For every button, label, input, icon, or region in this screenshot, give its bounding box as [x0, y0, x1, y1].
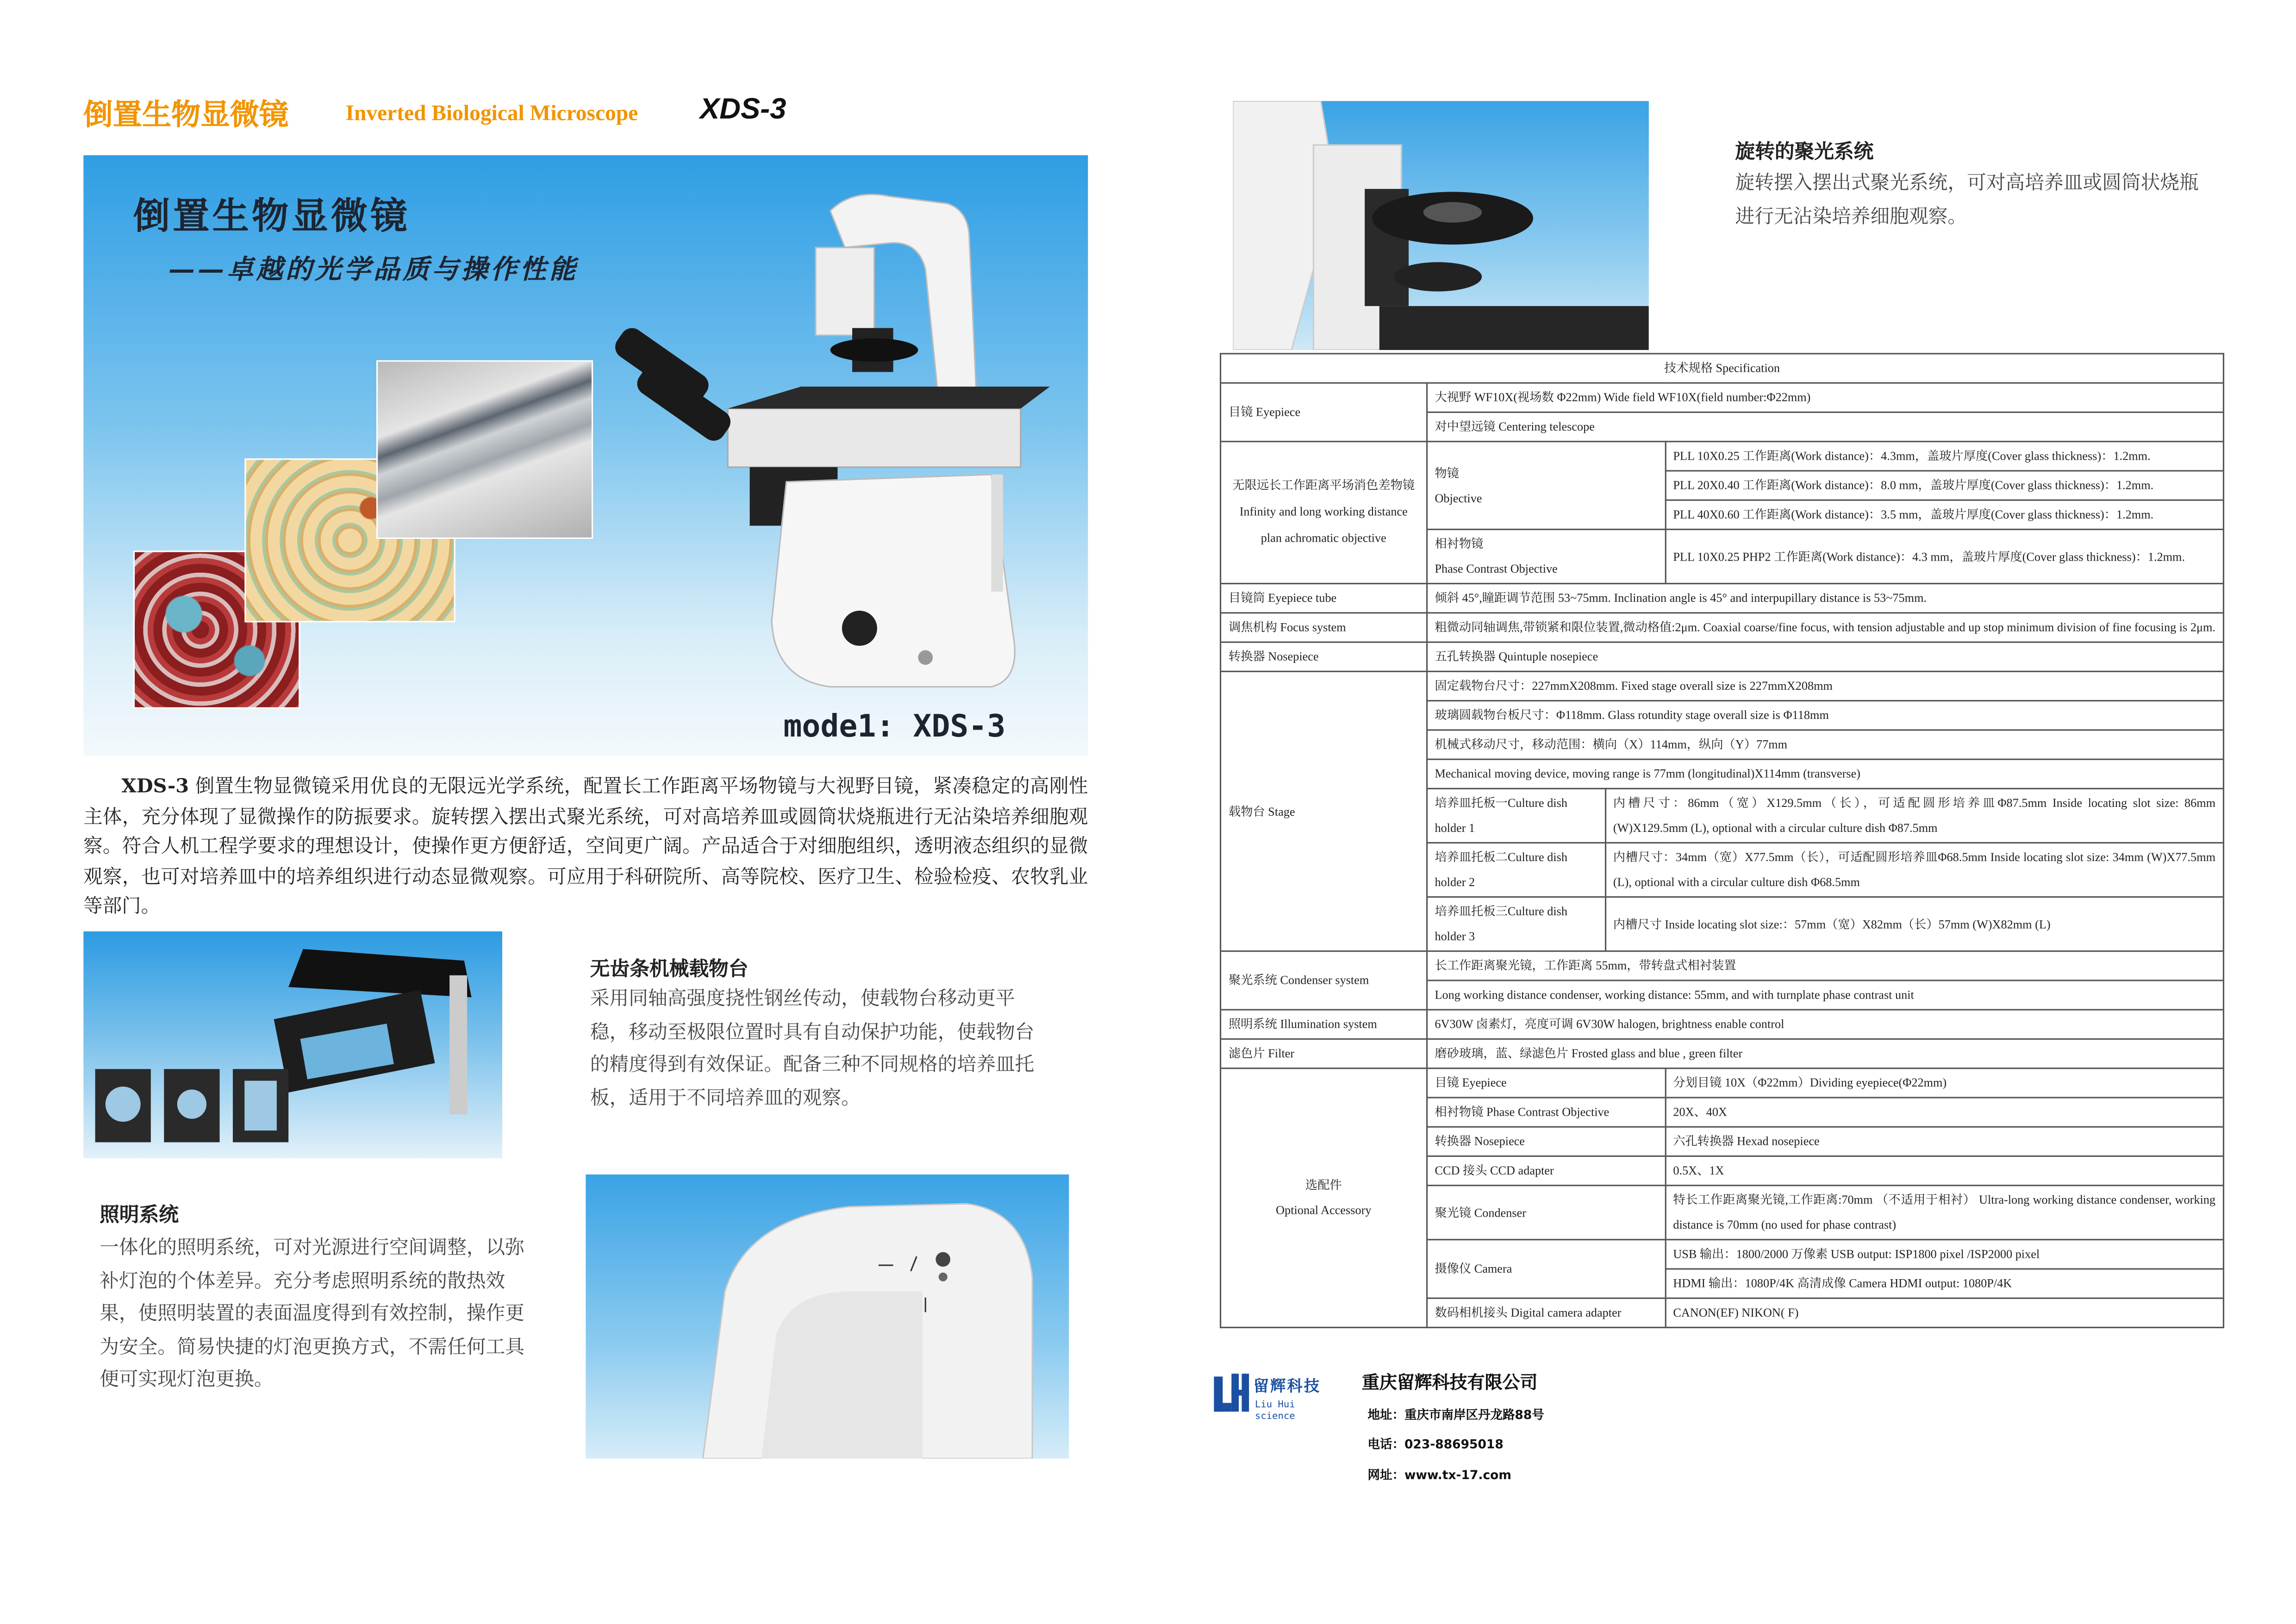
spec-tube-value: 倾斜 45°,瞳距调节范围 53~75mm. Inclination angle is 45° and interpupillary distance is 53~75mm. [1427, 584, 2223, 613]
spec-phase-label: 相衬物镜 Phase Contrast Objective [1427, 530, 1665, 584]
spec-opt-eyepiece-value: 分划目镜 10X（Φ22mm）Dividing eyepiece(Φ22mm) [1665, 1068, 2224, 1098]
spec-holder1-value: 内槽尺寸：86mm（宽）X129.5mm（长），可适配圆形培养皿Φ87.5mm Inside locating slot size: 86mm (W)X129.5mm (L), optional with a circular culture dish Φ87.5mm [1605, 788, 2223, 843]
page-title-cn: 倒置生物显微镜 [83, 96, 289, 132]
spec-opt-camera-1: USB 输出：1800/2000 万像素 USB output: ISP1800 pixel /ISP2000 pixel [1665, 1240, 2224, 1269]
spec-opt-eyepiece-label: 目镜 Eyepiece [1427, 1068, 1665, 1098]
spec-filter-value: 磨砂玻璃，蓝、绿滤色片 Frosted glass and blue , green filter [1427, 1039, 2223, 1068]
footer-address: 地址：重庆市南岸区丹龙路88号 [1367, 1407, 1544, 1422]
intro-model: XDS-3 [121, 776, 189, 798]
spec-filter-label: 滤色片 Filter [1221, 1039, 1427, 1068]
footer-phone: 电话：023-88695018 [1367, 1437, 1504, 1451]
condenser-heading: 旋转的聚光系统 [1735, 140, 1874, 164]
spec-opt-phase-value: 20X、40X [1665, 1098, 2224, 1127]
spec-opt-nose-value: 六孔转换器 Hexad nosepiece [1665, 1127, 2224, 1156]
page-title-en: Inverted Biological Microscope [345, 102, 638, 126]
spec-stage-4: Mechanical moving device, moving range is 77mm (longitudinal)X114mm (transverse) [1427, 759, 2223, 788]
hero-subtitle: ——卓越的光学品质与操作性能 [168, 255, 579, 286]
spec-opt-digital-value: CANON(EF) NIKON( F) [1665, 1298, 2224, 1327]
spec-opt-cond-label: 聚光镜 Condenser [1427, 1186, 1665, 1240]
lighting-heading: 照明系统 [100, 1204, 179, 1227]
spec-holder3-label: 培养皿托板三Culture dish holder 3 [1427, 897, 1605, 951]
spec-nosepiece-value: 五孔转换器 Quintuple nosepiece [1427, 642, 2223, 671]
page-model: XDS-3 [700, 94, 786, 126]
stage-photo [83, 931, 502, 1158]
stage-heading: 无齿条机械载物台 [590, 957, 749, 981]
logo-cn: 留辉科技 [1253, 1378, 1321, 1396]
spec-eyepiece-2: 对中望远镜 Centering telescope [1427, 412, 2223, 441]
logo-mark-icon [1214, 1374, 1249, 1412]
spec-illum-label: 照明系统 Illumination system [1221, 1010, 1427, 1039]
spec-condenser-1: 长工作距离聚光镜，工作距离 55mm，带转盘式相衬装置 [1427, 951, 2223, 981]
spec-tube-label: 目镜筒 Eyepiece tube [1221, 584, 1427, 613]
spec-eyepiece-1: 大视野 WF10X(视场数 Φ22mm) Wide field WF10X(field number:Φ22mm) [1427, 383, 2223, 412]
company-logo [1214, 1374, 1334, 1422]
stage-body: 采用同轴高强度挠性钢丝传动，使载物台移动更平稳，移动至极限位置时具有自动保护功能，使载物台的精度得到有效保证。配备三种不同规格的培养皿托板，适用于不同培养皿的观察。 [590, 988, 1035, 1110]
footer-website: 网址：www.tx-17.com [1367, 1467, 1512, 1482]
intro-paragraph [83, 773, 1088, 924]
spec-opt-cond-value: 特长工作距离聚光镜,工作距离:70mm （不适用于相衬） Ultra-long working distance condenser, working distance is 70mm (no used for phase contrast) [1665, 1186, 2224, 1240]
spec-illum-value: 6V30W 卤素灯，亮度可调 6V30W halogen, brightness enable control [1427, 1010, 2223, 1039]
hero-banner [83, 155, 1088, 756]
condenser-body: 旋转摆入摆出式聚光系统，可对高培养皿或圆筒状烧瓶进行无沾染培养细胞观察。 [1735, 173, 2199, 228]
spec-condenser-label: 聚光系统 Condenser system [1221, 951, 1427, 1010]
spec-holder2-value: 内槽尺寸：34mm（宽）X77.5mm（长），可适配圆形培养皿Φ68.5mm Inside locating slot size: 34mm (W)X77.5mm (L), optional with a circular culture dish Φ68.5mm [1605, 843, 2223, 897]
micrograph-fiber [376, 360, 593, 539]
spec-table [1220, 353, 2224, 1328]
spec-stage-3: 机械式移动尺寸，移动范围：横向（X）114mm，纵向（Y）77mm [1427, 730, 2223, 759]
spec-obj-1: PLL 10X0.25 工作距离(Work distance)：4.3mm，盖玻片厚度(Cover glass thickness)：1.2mm. [1665, 442, 2224, 471]
spec-phase-value: PLL 10X0.25 PHP2 工作距离(Work distance)：4.3 mm，盖玻片厚度(Cover glass thickness)：1.2mm. [1665, 530, 2224, 584]
spec-objective-group: 无限远长工作距离平场消色差物镜 Infinity and long working distance plan achromatic objective [1221, 442, 1427, 584]
spec-opt-camera-label: 摄像仪 Camera [1427, 1240, 1665, 1299]
spec-opt-ccd-value: 0.5X、1X [1665, 1156, 2224, 1185]
spec-focus-label: 调焦机构 Focus system [1221, 613, 1427, 642]
spec-holder1-label: 培养皿托板一Culture dish holder 1 [1427, 788, 1605, 843]
spec-focus-value: 粗微动同轴调焦,带锁紧和限位装置,微动格值:2μm. Coaxial coarse/fine focus, with tension adjustable and up stop minimum division of fine focusing is 2μm. [1427, 613, 2223, 642]
spec-optional-label: 选配件 Optional Accessory [1221, 1068, 1427, 1328]
microscope-illustration [611, 181, 1050, 709]
intro-text: 倒置生物显微镜采用优良的无限远光学系统，配置长工作距离平场物镜与大视野目镜，紧凑稳定的高刚性主体，充分体现了显微操作的防振要求。旋转摆入摆出式聚光系统，可对高培养皿或圆筒状烧瓶进行无沾染培养细胞观察。符合人机工程学要求的理想设计，使操作更方便舒适，空间更广阔。产品适合于对细胞组织，透明液态组织的显微观察，也可对培养皿中的培养组织进行动态显微观察。可应用于科研院所、高等院校、医疗卫生、检验检疫、农牧乳业等部门。 [83, 776, 1088, 919]
spec-nosepiece-label: 转换器 Nosepiece [1221, 642, 1427, 671]
footer-company: 重庆留辉科技有限公司 [1361, 1372, 1538, 1393]
spec-objective-label: 物镜 Objective [1427, 442, 1665, 530]
spec-condenser-2: Long working distance condenser, working distance: 55mm, and with turnplate phase contrast unit [1427, 981, 2223, 1010]
spec-opt-digital-label: 数码相机接头 Digital camera adapter [1427, 1298, 1665, 1327]
hero-title: 倒置生物显微镜 [133, 194, 410, 237]
spec-opt-phase-label: 相衬物镜 Phase Contrast Objective [1427, 1098, 1665, 1127]
hero-model-label: mode1: XDS-3 [783, 709, 1006, 744]
spec-holder3-value: 内槽尺寸 Inside locating slot size:：57mm（宽）X82mm（长）57mm (W)X82mm (L) [1605, 897, 2223, 951]
lighting-photo [586, 1174, 1069, 1459]
condenser-photo [1233, 101, 1648, 350]
spec-opt-nose-label: 转换器 Nosepiece [1427, 1127, 1665, 1156]
spec-opt-ccd-label: CCD 接头 CCD adapter [1427, 1156, 1665, 1185]
spec-opt-camera-2: HDMI 输出：1080P/4K 高清成像 Camera HDMI output: 1080P/4K [1665, 1269, 2224, 1298]
lighting-body: 一体化的照明系统，可对光源进行空间调整，以弥补灯泡的个体差异。充分考虑照明系统的散热效果，使照明装置的表面温度得到有效控制，操作更为安全。简易快捷的灯泡更换方式，不需任何工具便可实现灯泡更换。 [100, 1237, 524, 1392]
spec-stage-2: 玻璃圆载物台板尺寸：Φ118mm. Glass rotundity stage overall size is Φ118mm [1427, 701, 2223, 730]
spec-stage-label: 载物台 Stage [1221, 671, 1427, 951]
logo-en: Liu Hui science [1254, 1398, 1295, 1422]
spec-eyepiece-label: 目镜 Eyepiece [1221, 383, 1427, 442]
spec-obj-2: PLL 20X0.40 工作距离(Work distance)：8.0 mm，盖玻片厚度(Cover glass thickness)：1.2mm. [1665, 471, 2224, 500]
spec-stage-1: 固定载物台尺寸：227mmX208mm. Fixed stage overall size is 227mmX208mm [1427, 671, 2223, 700]
spec-obj-3: PLL 40X0.60 工作距离(Work distance)：3.5 mm，盖玻片厚度(Cover glass thickness)：1.2mm. [1665, 500, 2224, 529]
spec-holder2-label: 培养皿托板二Culture dish holder 2 [1427, 843, 1605, 897]
spec-title: 技术规格 Specification [1221, 354, 2224, 383]
